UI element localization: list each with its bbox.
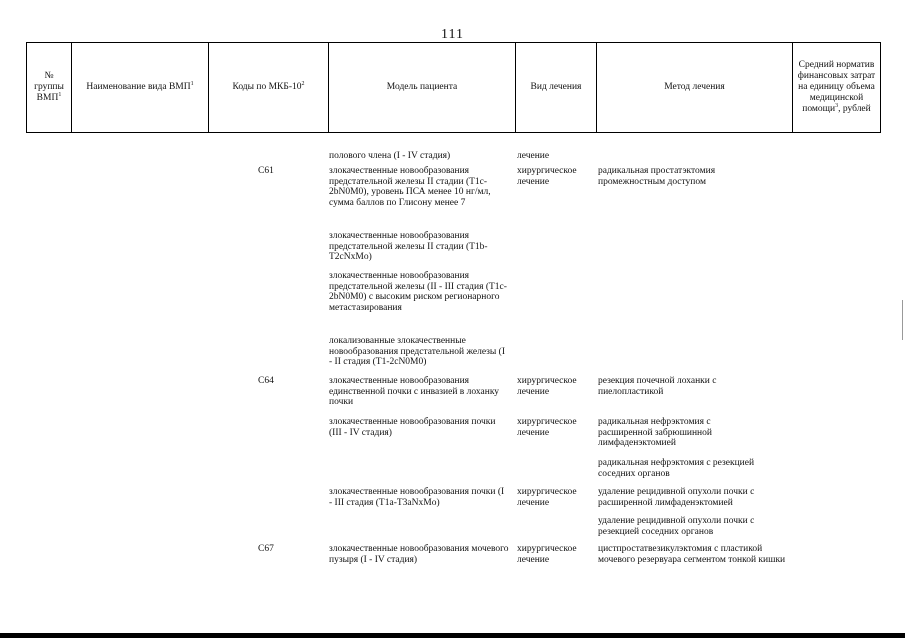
header-group-number bbox=[27, 43, 72, 133]
header-patient-model: Модель пациента bbox=[329, 43, 516, 133]
page-number: 111 bbox=[441, 27, 464, 42]
treatment-type-cell: хирургическое лечение bbox=[517, 487, 577, 508]
header-group-number-text: № группы ВМП bbox=[34, 71, 64, 103]
treatment-method-cell: радикальная нефрэктомия с резекцией соседних органов bbox=[598, 458, 755, 479]
treatment-type-cell: хирургическое лечение bbox=[517, 166, 577, 187]
footnote-mark: 1 bbox=[58, 91, 62, 98]
footnote-mark: 2 bbox=[301, 80, 305, 87]
header-cost-unit: , рублей bbox=[838, 104, 871, 114]
header-cost-text: Средний норматив финансовых затрат на единицу объема медицинской помощи bbox=[797, 60, 876, 114]
table-header bbox=[26, 42, 881, 133]
header-vmp-name-text: Наименование вида ВМП bbox=[86, 82, 191, 92]
patient-model-cell: злокачественные новообразования предстательной железы II стадии (T1b-T2cNxMo) bbox=[329, 231, 488, 262]
patient-model-cell: полового члена (I - IV стадия) bbox=[329, 151, 451, 161]
patient-model-cell: злокачественные новообразования почки (III - IV стадия) bbox=[329, 417, 496, 438]
scan-edge-mark bbox=[902, 300, 903, 340]
treatment-type-cell: хирургическое лечение bbox=[517, 417, 577, 438]
header-vmp-name bbox=[72, 43, 209, 133]
header-cost bbox=[793, 43, 881, 133]
footnote-mark: 3 bbox=[835, 102, 839, 109]
bottom-scan-border bbox=[0, 633, 905, 638]
patient-model-cell: злокачественные новообразования предстательной железы (II - III стадия (T1c-2bN0M0) с высоким риском регионарного метастазирования bbox=[329, 271, 507, 313]
treatment-type-cell: хирургическое лечение bbox=[517, 376, 577, 397]
patient-model-cell: злокачественные новообразования мочевого пузыря (I - IV стадия) bbox=[329, 544, 509, 565]
patient-model-cell: злокачественные новообразования почки (I - III стадия (T1a-T3aNxMo) bbox=[329, 487, 505, 508]
treatment-method-cell: радикальная простатэктомия промежностным доступом bbox=[598, 166, 716, 187]
patient-model-cell: злокачественные новообразования предстательной железы II стадии (T1c-2bN0M0), уровень ПСА менее 10 нг/мл, сумма баллов по Глисону менее 7 bbox=[329, 166, 491, 208]
header-treatment-method: Метод лечения bbox=[597, 43, 793, 133]
treatment-method-cell: радикальная нефрэктомия с расширенной забрюшинной лимфаденэктомией bbox=[598, 417, 712, 448]
header-icd-codes bbox=[209, 43, 329, 133]
icd-code-cell: C64 bbox=[258, 376, 274, 386]
treatment-type-cell: лечение bbox=[517, 151, 550, 161]
treatment-type-cell: хирургическое лечение bbox=[517, 544, 577, 565]
icd-code-cell: C61 bbox=[258, 166, 274, 176]
treatment-method-cell: резекция почечной лоханки с пиелопластикой bbox=[598, 376, 717, 397]
footnote-mark: 1 bbox=[190, 80, 194, 87]
icd-code-cell: C67 bbox=[258, 544, 274, 554]
treatment-method-cell: удаление рецидивной опухоли почки с расширенной лимфаденэктомией bbox=[598, 487, 755, 508]
treatment-method-cell: удаление рецидивной опухоли почки с резекцией соседних органов bbox=[598, 516, 755, 537]
table-body bbox=[26, 130, 880, 630]
header-icd-codes-text: Коды по МКБ-10 bbox=[232, 82, 302, 92]
header-treatment-type: Вид лечения bbox=[516, 43, 597, 133]
patient-model-cell: злокачественные новообразования единственной почки с инвазией в лоханку почки bbox=[329, 376, 500, 407]
treatment-method-cell: цистпростатвезикулэктомия с пластикой мочевого резервуара сегментом тонкой кишки bbox=[598, 544, 786, 565]
patient-model-cell: локализованные злокачественные новообразования предстательной железы (I - II стадия (T1-2cN0M0) bbox=[329, 336, 506, 367]
